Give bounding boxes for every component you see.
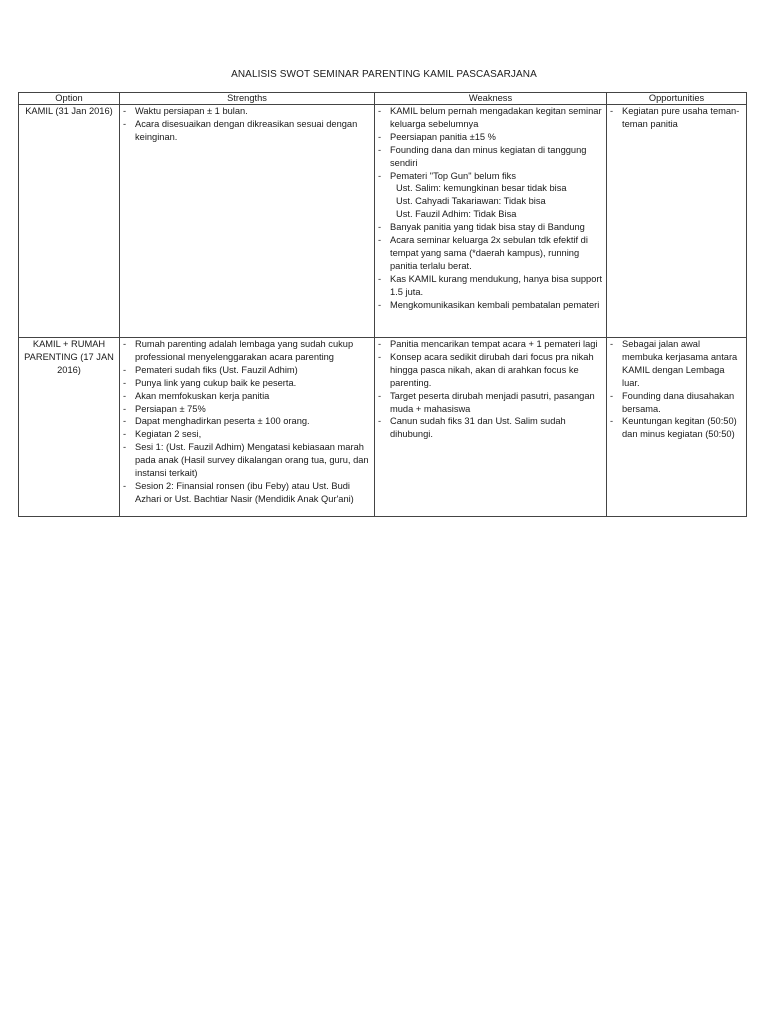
option-cell: KAMIL + RUMAH PARENTING (17 JAN 2016) <box>19 338 120 517</box>
sub-item: Ust. Salim: kemungkinan besar tidak bisa <box>396 183 567 194</box>
sub-item: Ust. Fauzil Adhim: Tidak Bisa <box>396 209 517 220</box>
header-row <box>19 93 747 105</box>
list-item: - Punya link yang cukup baik ke peserta. <box>127 377 371 390</box>
list-item: - Pemateri sudah fiks (Ust. Fauzil Adhim) <box>127 364 371 377</box>
list-item: - Akan memfokuskan kerja panitia <box>127 390 371 403</box>
sub-item: Ust. Cahyadi Takariawan: Tidak bisa <box>396 196 546 207</box>
header-opportunities: Opportunities <box>607 93 747 105</box>
weakness-cell <box>375 338 607 517</box>
strengths-cell <box>120 338 375 517</box>
opportunities-cell <box>607 338 747 517</box>
list-item: - Konsep acara sedikit dirubah dari focus pra nikah hingga pasca nikah, akan di arahkan focus ke parenting. <box>382 351 603 390</box>
list-item-label: Pemateri "Top Gun" belum fiks <box>390 170 516 181</box>
list-item: - Panitia mencarikan tempat acara + 1 pemateri lagi <box>382 338 603 351</box>
list-item: - Dapat menghadirkan peserta ± 100 orang. <box>127 415 371 428</box>
list-item: - Sesi 1: (Ust. Fauzil Adhim) Mengatasi kebiasaan marah pada anak (Hasil survey dikalangan orang tua, guru, dan instansi terkait) <box>127 441 371 480</box>
list-item: - Mengkomunikasikan kembali pembatalan pemateri <box>382 299 603 312</box>
list-item <box>382 170 603 222</box>
table-row <box>19 105 747 338</box>
list-item: - Kas KAMIL kurang mendukung, hanya bisa support 1.5 juta. <box>382 273 603 299</box>
document-title: ANALISIS SWOT SEMINAR PARENTING KAMIL PASCASARJANA <box>231 69 537 80</box>
swot-table <box>18 92 747 517</box>
list-item: - Keuntungan kegitan (50:50) dan minus kegiatan (50:50) <box>614 415 743 441</box>
header-weakness: Weakness <box>375 93 607 105</box>
list-item: - Sesion 2: Finansial ronsen (ibu Feby) atau Ust. Budi Azhari or Ust. Bachtiar Nasir (Mendidik Anak Qur'ani) <box>127 480 371 506</box>
list-item: - Founding dana dan minus kegiatan di tanggung sendiri <box>382 144 603 170</box>
list-item: - Banyak panitia yang tidak bisa stay di Bandung <box>382 221 603 234</box>
option-cell: KAMIL (31 Jan 2016) <box>19 105 120 338</box>
list-item: - Persiapan ± 75% <box>127 403 371 416</box>
strengths-cell <box>120 105 375 338</box>
header-option: Option <box>19 93 120 105</box>
list-item: - Target peserta dirubah menjadi pasutri, pasangan muda + mahasiswa <box>382 390 603 416</box>
list-item: - Sebagai jalan awal membuka kerjasama antara KAMIL dengan Lembaga luar. <box>614 338 743 390</box>
list-item: - Acara seminar keluarga 2x sebulan tdk efektif di tempat yang sama (*daerah kampus), running panitia terlalu berat. <box>382 234 603 273</box>
list-item: - KAMIL belum pernah mengadakan kegitan seminar keluarga sebelumnya <box>382 105 603 131</box>
list-item: - Kegiatan 2 sesi, <box>127 428 371 441</box>
list-item: - Rumah parenting adalah lembaga yang sudah cukup professional menyelenggarakan acara parenting <box>127 338 371 364</box>
list-item: - Peersiapan panitia ±15 % <box>382 131 603 144</box>
opportunities-cell <box>607 105 747 338</box>
list-item: - Kegiatan pure usaha teman-teman panitia <box>614 105 743 131</box>
header-strengths: Strengths <box>120 93 375 105</box>
list-item: - Founding dana diusahakan bersama. <box>614 390 743 416</box>
list-item: - Canun sudah fiks 31 dan Ust. Salim sudah dihubungi. <box>382 415 603 441</box>
list-item: - Acara disesuaikan dengan dikreasikan sesuai dengan keinginan. <box>127 118 371 144</box>
weakness-cell <box>375 105 607 338</box>
list-item: - Waktu persiapan ± 1 bulan. <box>127 105 371 118</box>
table-row <box>19 338 747 517</box>
